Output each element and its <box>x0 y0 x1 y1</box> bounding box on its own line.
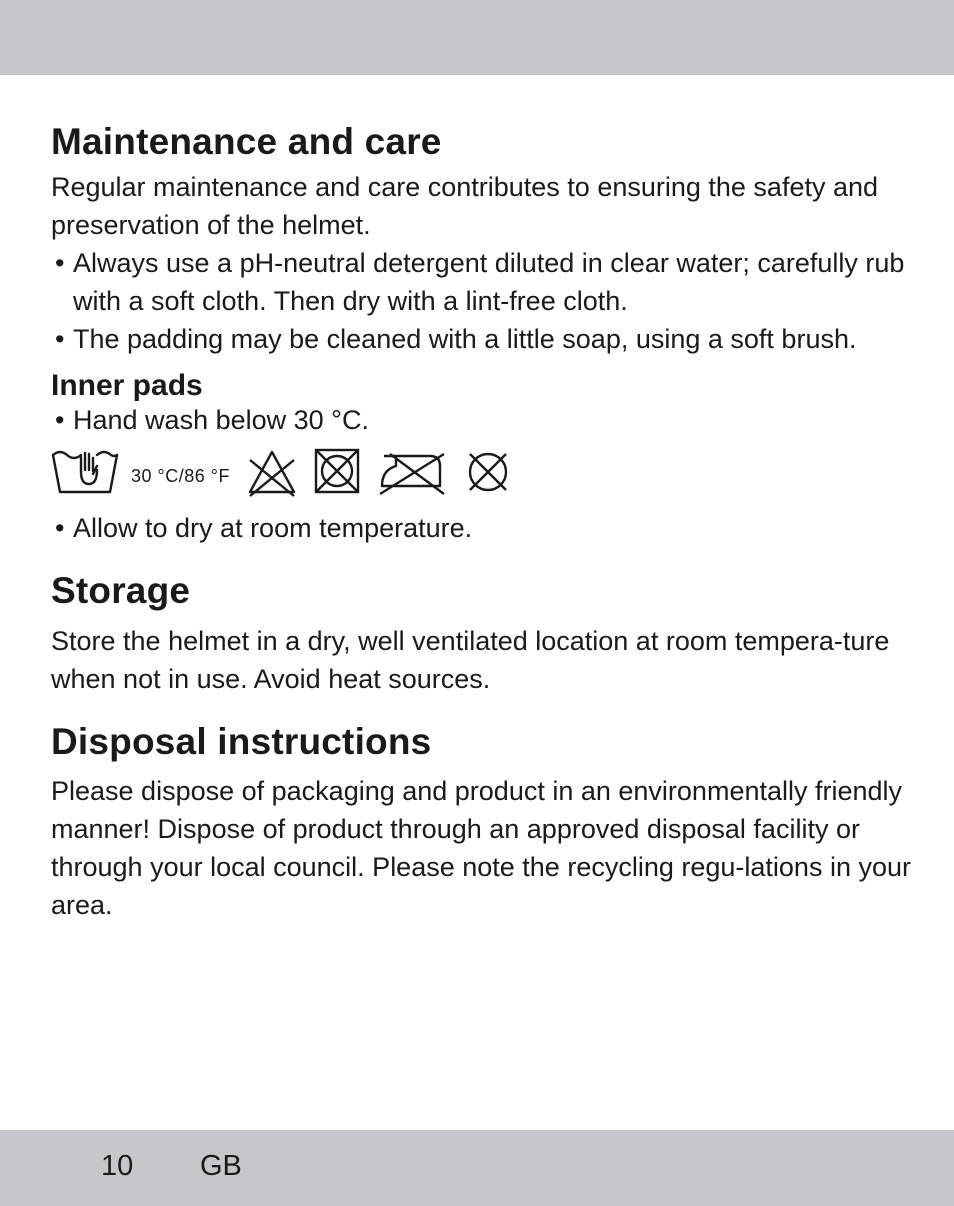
care-symbols <box>51 445 911 501</box>
storage-heading: Storage <box>51 570 191 612</box>
footer-band <box>0 1130 954 1206</box>
list-item: • Hand wash below 30 °C. <box>51 401 911 439</box>
storage-text: Store the helmet in a dry, well ventilated location at room tempera-ture when not in use. Avoid heat sources. <box>51 625 890 694</box>
inner-pads-heading: Inner pads <box>51 369 203 403</box>
language-code: GB <box>200 1150 242 1182</box>
no-bleach-icon <box>246 448 298 498</box>
list-item: • Always use a pH-neutral detergent diluted in clear water; carefully rub with a soft cloth. Then dry with a lint-free cloth. <box>51 244 911 320</box>
no-tumble-dry-icon <box>312 448 364 498</box>
maintenance-heading: Maintenance and care <box>51 121 442 162</box>
list-item: • Allow to dry at room temperature. <box>51 509 911 547</box>
hand-wash-icon <box>51 448 119 498</box>
page-number: 10 <box>101 1150 134 1182</box>
wash-temperature: 30 °C/86 °F <box>131 465 230 486</box>
disposal-heading: Disposal instructions <box>51 720 432 762</box>
header-band <box>0 0 954 75</box>
page-content <box>51 120 911 924</box>
inner-pads-list <box>51 401 911 439</box>
disposal-text: Please dispose of packaging and product in an environmentally friendly manner! Dispose of product through an approved disposal facility or through your local council. Please note the recycling regu-lations in your area. <box>51 776 911 921</box>
no-ironing-icon <box>378 448 448 498</box>
maintenance-list <box>51 244 911 358</box>
list-item: • The padding may be cleaned with a little soap, using a soft brush. <box>51 320 911 358</box>
maintenance-intro: Regular maintenance and care contributes to ensuring the safety and preservation of the helmet. <box>51 172 879 241</box>
no-dry-clean-icon <box>462 448 514 498</box>
inner-pads-list-dry <box>51 509 911 547</box>
